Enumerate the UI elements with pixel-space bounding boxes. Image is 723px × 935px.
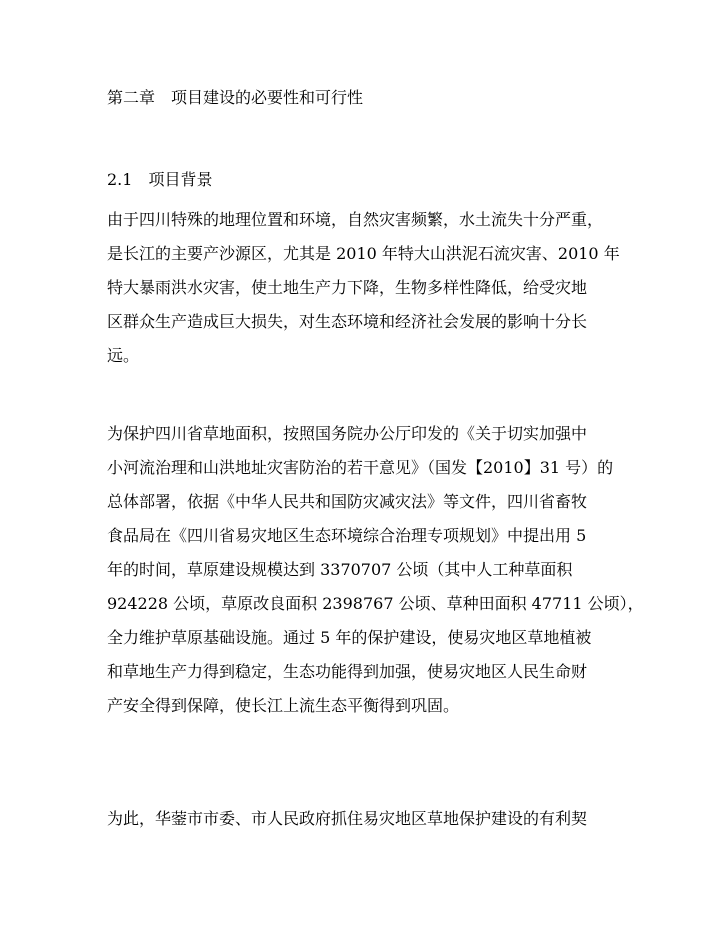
- paragraph-line: 区群众生产造成巨大损失，对生态环境和经济社会发展的影响十分长: [107, 312, 588, 331]
- paragraph-line: 为保护四川省草地面积，按照国务院办公厅印发的《关于切实加强中: [107, 424, 588, 443]
- chapter-title: 第二章 项目建设的必要性和可行性: [107, 88, 364, 107]
- paragraph-policy: [107, 417, 644, 723]
- paragraph-line: 是长江的主要产沙源区，尤其是 2010 年特大山洪泥石流灾害、2010 年: [107, 244, 620, 263]
- paragraph-line: 产安全得到保障，使长江上流生态平衡得到巩固。: [107, 696, 460, 715]
- paragraph-background: [107, 203, 627, 373]
- paragraph-line: 全力维护草原基础设施。通过 5 年的保护建设，使易灾地区草地植被: [107, 628, 592, 647]
- paragraph-line: 食品局在《四川省易灾地区生态环境综合治理专项规划》中提出用 5: [107, 526, 587, 545]
- paragraph-local-action: [107, 802, 627, 836]
- paragraph-line: 由于四川特殊的地理位置和环境，自然灾害频繁，水土流失十分严重，: [107, 210, 604, 229]
- paragraph-line: 远。: [107, 346, 140, 365]
- paragraph-line: 特大暴雨洪水灾害，使土地生产力下降，生物多样性降低，给受灾地: [107, 278, 588, 297]
- paragraph-line: 和草地生产力得到稳定，生态功能得到加强，使易灾地区人民生命财: [107, 662, 588, 681]
- section-title: 2.1 项目背景: [107, 170, 213, 189]
- paragraph-line: 年的时间，草原建设规模达到 3370707 公顷（其中人工种草面积: [107, 560, 573, 579]
- paragraph-line: 为此，华蓥市市委、市人民政府抓住易灾地区草地保护建设的有利契: [107, 809, 588, 828]
- paragraph-line: 小河流治理和山洪地址灾害防治的若干意见》（国发【2010】31 号）的: [107, 458, 614, 477]
- paragraph-line: 924228 公顷，草原改良面积 2398767 公顷、草种田面积 47711 公顷），: [107, 594, 644, 613]
- paragraph-line: 总体部署，依据《中华人民共和国防灾减灾法》等文件，四川省畜牧: [107, 492, 588, 511]
